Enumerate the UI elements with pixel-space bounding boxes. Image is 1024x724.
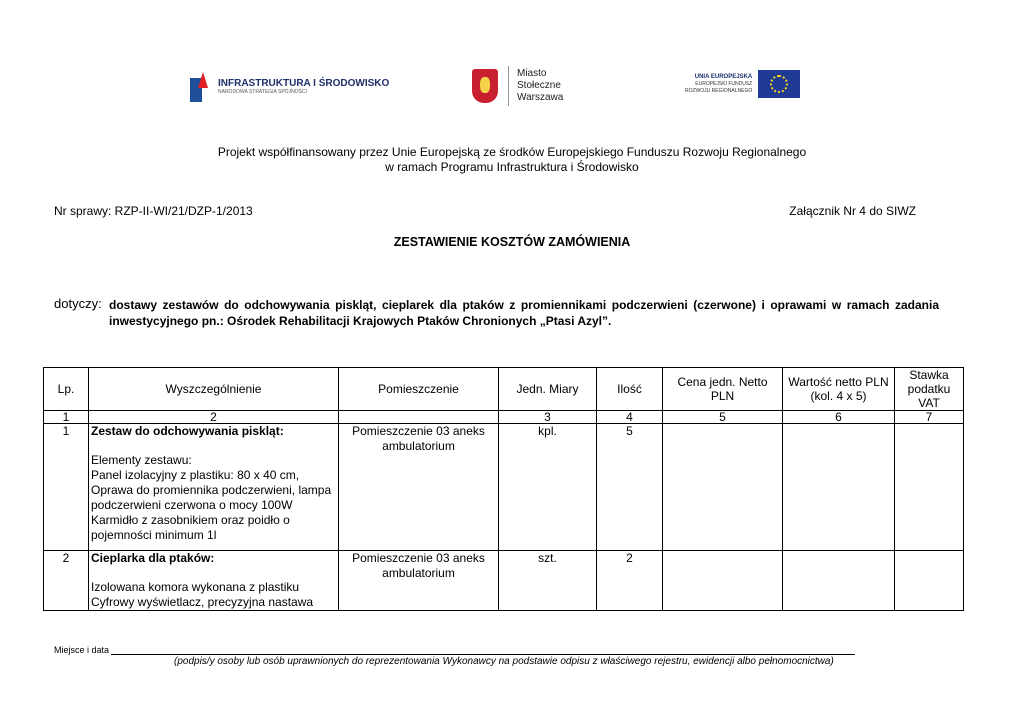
col-num: 2 (89, 411, 339, 424)
eu-line-1: UNIA EUROPEJSKA (694, 74, 753, 80)
header-unit-price: Cena jedn. Netto PLN (663, 368, 783, 411)
header-quantity: Ilość (597, 368, 663, 411)
row-lp: 2 (44, 551, 89, 611)
row-lp: 1 (44, 424, 89, 551)
row-unit: szt. (499, 551, 597, 611)
col-num: 4 (597, 411, 663, 424)
eu-line-3: ROZWOJU REGIONALNEGO (685, 88, 753, 94)
concerns-text: dostawy zestawów do odchowywania piskląt, cieplarek dla ptaków z promiennikami podczerwieni (czerwone) i oprawami w ramach zadania inwestycyjnego pn.: Ośrodek Rehabilitacji Krajowych Ptaków Chronionych „Ptasi Azyl”. (109, 298, 939, 328)
row-room: Pomieszczenie 03 aneks ambulatorium (339, 424, 499, 551)
warsaw-logo-divider (508, 66, 509, 106)
intro-line-1: Projekt współfinansowany przez Unie Europejską ze środków Europejskiego Funduszu Rozwoju Regionalnego (217, 145, 807, 159)
header-unit: Jedn. Miary (499, 368, 597, 411)
row-vat-rate (895, 551, 964, 611)
item-detail: Elementy zestawu: (91, 453, 192, 467)
signature-line (54, 645, 954, 655)
item-detail: Oprawa do promiennika podczerwieni, lampa podczerwieni czerwona o mocy 100W (91, 483, 332, 512)
column-number-row (44, 411, 964, 424)
warsaw-logo (472, 66, 563, 106)
warsaw-line-2: Stołeczne (517, 80, 561, 91)
col-num: 7 (895, 411, 964, 424)
col-num: 5 (663, 411, 783, 424)
header-description: Wyszczególnienie (89, 368, 339, 411)
infrastruktura-logo (190, 72, 389, 102)
logo-bar (0, 62, 1024, 112)
row-vat-rate (895, 424, 964, 551)
infra-logo-title: INFRASTRUKTURA I ŚRODOWISKO (218, 78, 390, 89)
eu-logo (685, 70, 800, 98)
warsaw-line-1: Miasto (517, 68, 547, 79)
col-num: 1 (44, 411, 89, 424)
row-unit-price (663, 424, 783, 551)
place-date-label: Miejsce i data (54, 645, 110, 655)
item-detail: Izolowana komora wykonana z plastiku (91, 580, 300, 594)
intro-line-2: w ramach Programu Infrastruktura i Środowisko (385, 160, 639, 174)
header-net-value: Wartość netto PLN (kol. 4 x 5) (783, 368, 895, 411)
row-net-value (783, 424, 895, 551)
signature-underline (111, 645, 855, 655)
row-description (89, 551, 339, 611)
infra-logo-subtitle: NARODOWA STRATEGIA SPÓJNOŚCI (218, 89, 307, 95)
table-header-row (44, 368, 964, 411)
table-row (44, 551, 964, 611)
row-description (89, 424, 339, 551)
header-lp: Lp. (44, 368, 89, 411)
col-num (339, 411, 499, 424)
eu-line-2: EUROPEJSKI FUNDUSZ (695, 81, 753, 87)
cost-table (43, 367, 964, 611)
header-room: Pomieszczenie (339, 368, 499, 411)
row-unit: kpl. (499, 424, 597, 551)
table-row (44, 424, 964, 551)
item-detail: Panel izolacyjny z plastiku: 80 x 40 cm, (91, 468, 300, 482)
row-quantity: 2 (597, 551, 663, 611)
col-num: 3 (499, 411, 597, 424)
case-number: Nr sprawy: RZP-II-WI/21/DZP-1/2013 (54, 204, 253, 218)
item-detail: Karmidło z zasobnikiem oraz poidło o pojemności minimum 1l (91, 513, 290, 542)
warsaw-crest-icon (472, 69, 498, 103)
item-title: Cieplarka dla ptaków: (91, 551, 215, 565)
col-num: 6 (783, 411, 895, 424)
item-title: Zestaw do odchowywania piskląt: (91, 424, 284, 438)
concerns-label: dotyczy: (54, 296, 102, 311)
row-unit-price (663, 551, 783, 611)
signature-note: (podpis/y osoby lub osób uprawnionych do reprezentowania Wykonawcy na podstawie odpisu z właściwego rejestru, ewidencji albo pełnomocnictwa) (174, 656, 834, 667)
row-room: Pomieszczenie 03 aneks ambulatorium (339, 551, 499, 611)
header-vat-rate: Stawka podatku VAT (895, 368, 964, 411)
row-quantity: 5 (597, 424, 663, 551)
eu-flag-icon (758, 70, 800, 98)
annex-label: Załącznik Nr 4 do SIWZ (789, 204, 916, 218)
warsaw-line-3: Warszawa (517, 92, 564, 103)
infrastruktura-mark-icon (190, 72, 212, 102)
row-net-value (783, 551, 895, 611)
document-title: ZESTAWIENIE KOSZTÓW ZAMÓWIENIA (393, 235, 631, 249)
item-detail: Cyfrowy wyświetlacz, precyzyjna nastawa (91, 595, 314, 609)
